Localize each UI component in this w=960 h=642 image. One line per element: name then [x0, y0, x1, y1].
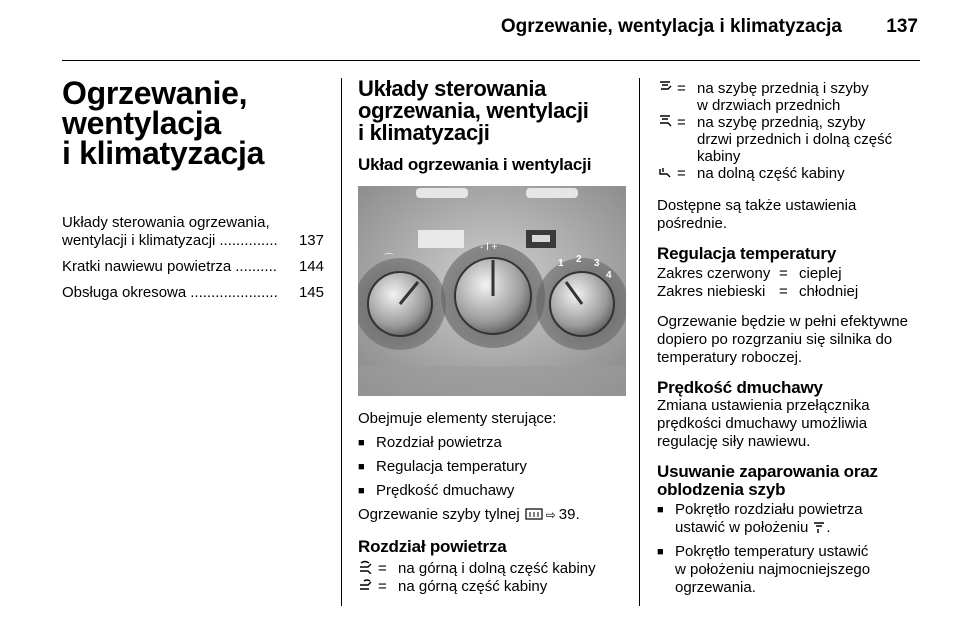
subsection-title: Układ ogrzewania i wentylacji [358, 155, 592, 174]
list-item: ■ Prędkość dmuchawy [358, 482, 515, 499]
toc-dots: .............. [219, 232, 278, 249]
controls-intro: Obejmuje elementy sterujące: [358, 410, 557, 427]
panel-bottom [358, 366, 626, 396]
page-ref-arrow-icon: ⇨ [545, 508, 556, 522]
header-title: Ogrzewanie, wentylacja i klimatyzacja [500, 16, 842, 37]
indirect-settings-note: Dostępne są także ustawienia pośrednie. [657, 197, 857, 232]
toc-page: 145 [298, 284, 324, 301]
temperature-table [657, 265, 927, 301]
bullet-icon: ■ [657, 504, 664, 516]
bullet-icon: ■ [358, 485, 365, 497]
column-2 [358, 78, 626, 596]
top-slot-right [526, 188, 578, 198]
fan-speed-title: Prędkość dmuchawy [657, 378, 823, 397]
page-number: 137 [886, 16, 918, 37]
air-distribution-title: Rozdział powietrza [358, 537, 507, 556]
vent-windshield-door-floor-icon [657, 114, 677, 165]
chapter-title: Ogrzewanie, wentylacja i klimatyzacja [62, 75, 265, 171]
toc-page: 137 [298, 232, 324, 249]
fan-number-1: 1 [558, 258, 564, 269]
vent-floor-icon [657, 165, 677, 183]
air-def-row: = na górną część kabiny [358, 578, 626, 596]
list-item: ■ Pokrętło rozdziału powietrza ustawić w położeniu . [657, 501, 863, 536]
list-item: ■ Rozdział powietrza [358, 434, 502, 451]
column-divider-1 [341, 78, 342, 606]
air-def-row: = na górną i dolną część kabiny [358, 560, 626, 578]
column-3 [657, 80, 927, 603]
defog-title: Usuwanie zaparowania oraz oblodzenia szyb [657, 462, 878, 499]
section-title: Układy sterowania ogrzewania, wentylacji i klimatyzacji [358, 76, 589, 145]
toc-page: 144 [298, 258, 324, 275]
fan-number-3: 3 [594, 258, 600, 269]
page-header [0, 0, 960, 60]
air-def-row: = na szybę przednią, szyby drzwi przednich i dolną część kabiny [657, 114, 927, 165]
bullet-icon: ■ [358, 461, 365, 473]
table-of-contents [62, 214, 324, 302]
vent-upper-lower-icon [358, 560, 378, 578]
column-1 [62, 75, 324, 310]
rear-window-heating-icon [525, 508, 543, 522]
toc-entry-controls[interactable]: Układy sterowania ogrzewania, wentylacji i klimatyzacji .............. 137 [62, 214, 324, 249]
bullet-icon: ■ [358, 437, 365, 449]
table-row: Zakres niebieski = chłodniej [657, 283, 859, 300]
temperature-title: Regulacja temperatury [657, 244, 837, 263]
fan-number-4: 4 [606, 270, 612, 281]
rear-window-heating-ref: Ogrzewanie szyby tylnej ⇨ 39. [358, 506, 580, 523]
vent-windshield-door-icon [657, 80, 677, 114]
toc-dots: .......... [235, 258, 277, 275]
heating-efficiency-note: Ogrzewanie będzie w pełni efektywne dopiero po rozgrzaniu się silnika do temperatury roboczej. [657, 313, 908, 366]
page-reference-link[interactable]: 39. [558, 506, 580, 523]
fan-speed-text: Zmiana ustawienia przełącznika prędkości dmuchawy umożliwia regulację siły nawiewu. [657, 397, 870, 450]
toc-entry-vents[interactable]: Kratki nawiewu powietrza .......... 144 [62, 258, 324, 275]
air-def-row: = na dolną część kabiny [657, 165, 927, 183]
toc-dots: ..................... [190, 284, 278, 301]
control-panel-illustration [358, 186, 626, 396]
vent-windshield-icon [812, 521, 826, 535]
defog-list [657, 501, 927, 597]
blank-button [418, 230, 464, 248]
top-slot-left [416, 188, 468, 198]
controls-list [358, 434, 626, 500]
temperature-signs: - ǀ + [480, 242, 498, 253]
air-def-row: = na szybę przednią i szyby w drzwiach przednich [657, 80, 927, 114]
toc-entry-maintenance[interactable]: Obsługa okresowa ..................... 145 [62, 284, 324, 301]
list-item: ■ Regulacja temperatury [358, 458, 527, 475]
bullet-icon: ■ [657, 546, 664, 558]
rear-defrost-icon [532, 235, 550, 242]
table-row: Zakres czerwony = cieplej [657, 265, 842, 282]
left-knob-symbol: ⌒ [384, 254, 394, 265]
fan-number-2: 2 [576, 254, 582, 265]
column-divider-2 [639, 78, 640, 606]
vent-upper-icon [358, 578, 378, 596]
hvac-panel-svg [358, 186, 626, 396]
header-rule [62, 60, 920, 61]
list-item: ■ Pokrętło temperatury ustawić w położeniu najmocniejszego ogrzewania. [657, 543, 871, 596]
